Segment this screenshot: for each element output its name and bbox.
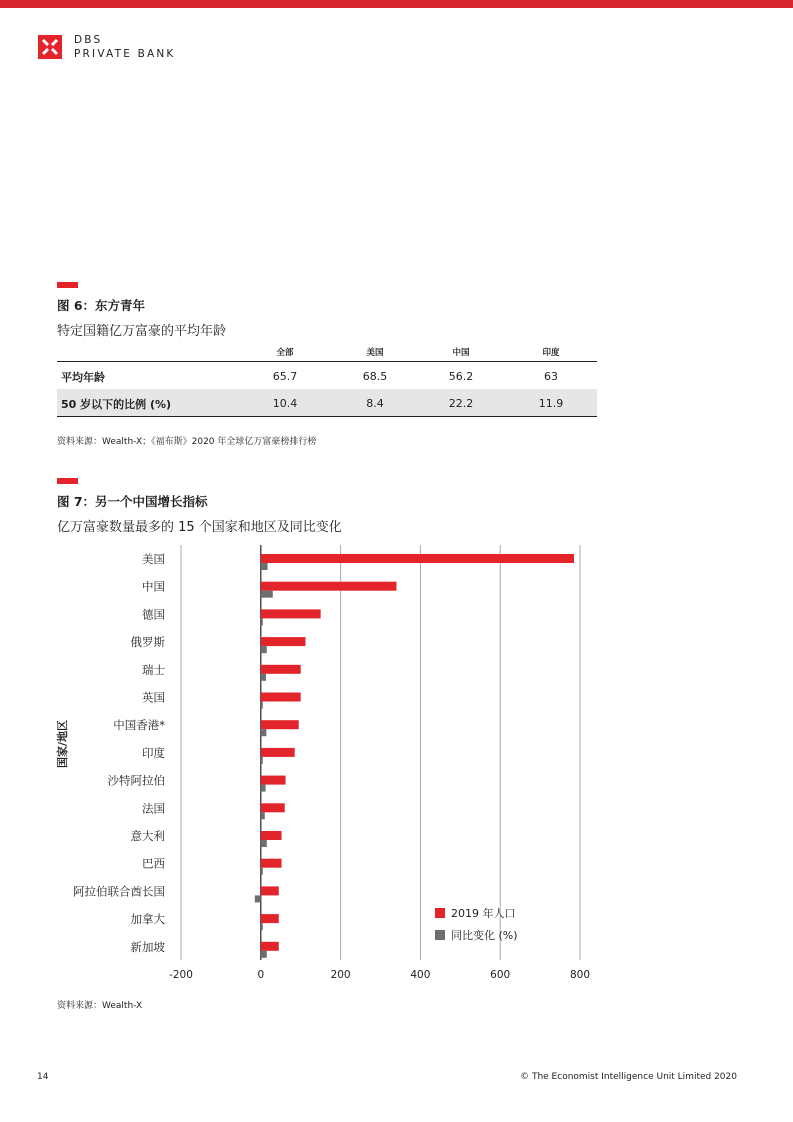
legend-label: 2019 年人口 <box>451 907 516 920</box>
category-label: 沙特阿拉伯 <box>107 773 165 788</box>
bar-yoy-change <box>261 812 265 819</box>
bar-population <box>261 776 286 785</box>
legend-swatch <box>435 908 445 918</box>
bar-population <box>261 859 282 868</box>
bar-yoy-change <box>261 563 268 570</box>
legend-label: 同比变化 (%) <box>451 929 518 942</box>
col-header-us: 美国 <box>366 348 384 358</box>
bar-yoy-change <box>261 951 267 958</box>
category-label: 瑞士 <box>142 662 165 677</box>
bar-yoy-change <box>261 646 267 653</box>
x-tick-label: 600 <box>490 969 511 981</box>
figure7-title: 图 7：另一个中国增长指标 <box>57 494 208 509</box>
y-axis-title: 国家/地区 <box>56 719 69 769</box>
bar-population <box>261 803 285 812</box>
bar-population <box>261 914 279 923</box>
category-label: 法国 <box>142 801 165 816</box>
legend-swatch <box>435 930 445 940</box>
row-label: 平均年龄 <box>61 371 105 384</box>
cell: 65.7 <box>272 370 298 383</box>
category-label: 巴西 <box>142 856 165 871</box>
bar-population <box>261 637 306 646</box>
figure6-title: 图 6：东方青年 <box>57 298 146 313</box>
bar-population <box>261 748 295 757</box>
bar-population <box>261 831 282 840</box>
category-label: 加拿大 <box>130 912 165 927</box>
bar-yoy-change <box>261 923 263 930</box>
category-label: 俄罗斯 <box>130 635 165 650</box>
bar-yoy-change <box>261 840 267 847</box>
bar-yoy-change <box>255 895 261 902</box>
col-header-india: 印度 <box>542 348 560 358</box>
copyright: © The Economist Intelligence Unit Limited 2020 <box>520 1072 737 1082</box>
cell: 22.2 <box>448 397 474 410</box>
bar-population <box>261 554 574 563</box>
category-label: 中国香港* <box>113 718 165 733</box>
bar-yoy-change <box>261 618 263 625</box>
col-header-china: 中国 <box>452 348 470 358</box>
category-label: 意大利 <box>130 829 165 843</box>
bar-yoy-change <box>261 729 267 736</box>
x-tick-label: 400 <box>410 969 431 981</box>
bar-yoy-change <box>261 757 263 764</box>
bar-yoy-change <box>261 785 266 792</box>
bar-yoy-change <box>261 591 273 598</box>
figure7-source: 资料来源：Wealth-X <box>57 1001 143 1011</box>
x-tick-label: 0 <box>257 969 265 981</box>
bar-yoy-change <box>261 868 263 875</box>
category-label: 德国 <box>142 607 165 622</box>
bar-population <box>261 609 321 618</box>
col-header-all: 全部 <box>276 348 294 358</box>
cell: 8.4 <box>366 397 384 410</box>
x-tick-label: 200 <box>330 969 351 981</box>
logo-line-1: DBS <box>74 34 103 46</box>
bar-population <box>261 665 301 674</box>
bar-population <box>261 693 301 702</box>
cell: 10.4 <box>272 397 298 410</box>
cell: 56.2 <box>448 370 474 383</box>
cell: 63 <box>544 370 558 383</box>
bar-yoy-change <box>261 702 263 709</box>
category-label: 印度 <box>142 745 165 760</box>
x-tick-label: 800 <box>569 969 591 981</box>
cell: 11.9 <box>538 397 564 410</box>
cell: 68.5 <box>362 370 388 383</box>
x-tick-label: -200 <box>169 969 193 981</box>
category-label: 中国 <box>142 579 165 594</box>
figure6-subtitle: 特定国籍亿万富豪的平均年龄 <box>57 324 227 339</box>
bar-yoy-change <box>261 674 266 681</box>
category-label: 英国 <box>142 690 165 705</box>
category-label: 美国 <box>142 552 165 566</box>
figure6-source: 资料来源：Wealth-X；《福布斯》2020 年全球亿万富豪榜排行榜 <box>57 437 317 447</box>
bar-population <box>261 942 279 951</box>
page-number: 14 <box>37 1072 49 1082</box>
bar-population <box>261 720 299 729</box>
logo-line-2: PRIVATE BANK <box>74 48 176 60</box>
bar-population <box>261 582 397 591</box>
category-label: 阿拉伯联合酋长国 <box>73 884 165 899</box>
category-label: 新加坡 <box>130 939 165 954</box>
figure7-subtitle: 亿万富豪数量最多的 15 个国家和地区及同比变化 <box>57 520 342 535</box>
row-label: 50 岁以下的比例 (%) <box>61 398 172 411</box>
bar-population <box>261 886 279 895</box>
